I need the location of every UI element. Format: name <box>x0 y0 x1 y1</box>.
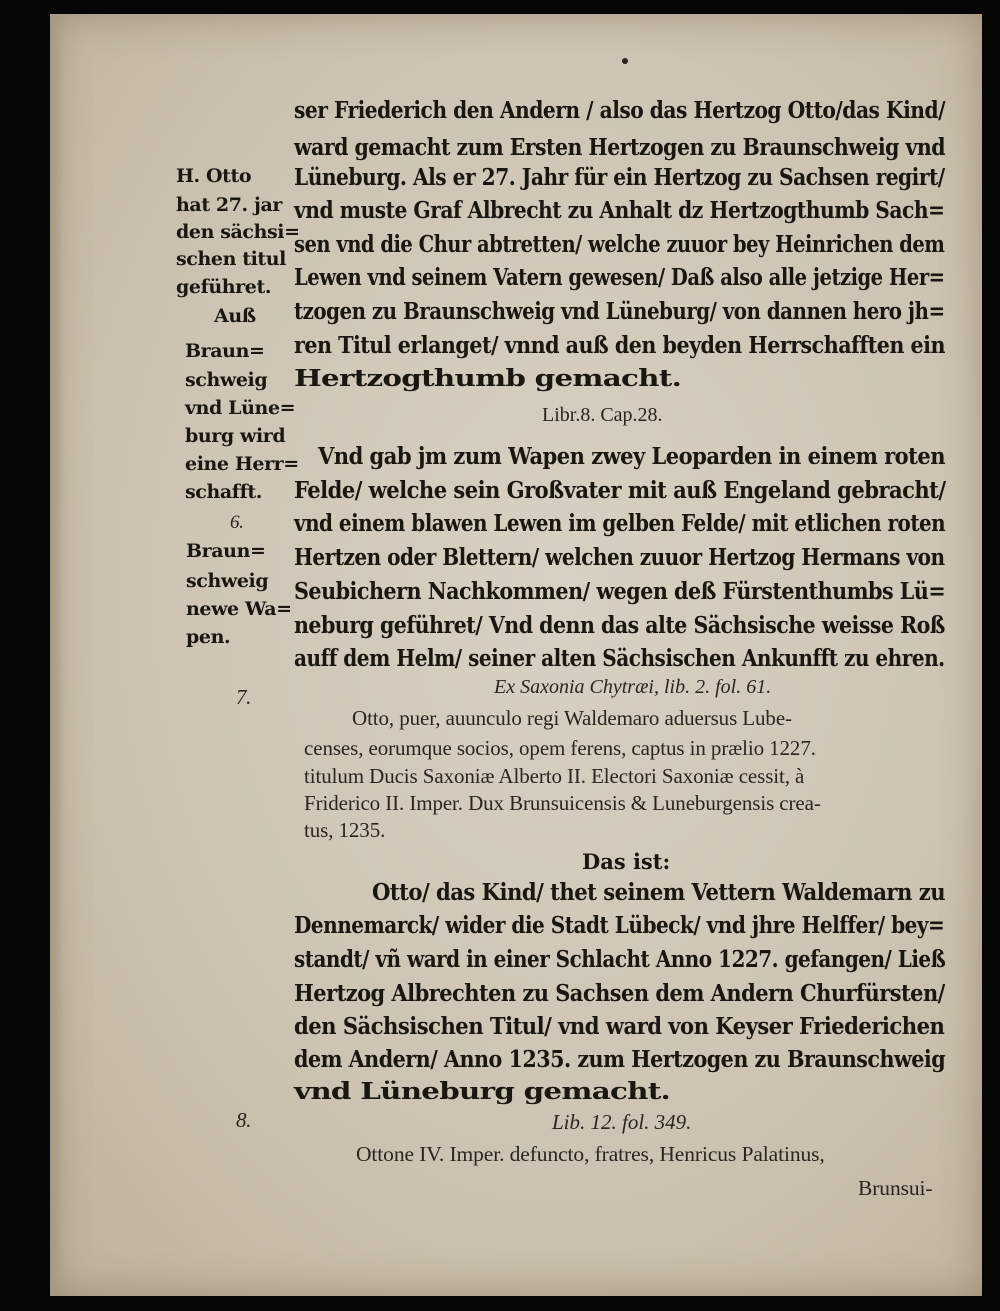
text-line: Hertzen oder Blettern/ welchen zuuor Hertzog Hermans von <box>294 543 945 571</box>
latin-line: Otto, puer, auunculo regi Waldemaro aduersus Lube- <box>352 706 792 730</box>
text-line: vnd Lüneburg gemacht. <box>294 1077 671 1105</box>
text-line: Seubichern Nachkommen/ wegen deß Fürstenthumbs Lü= <box>294 577 946 605</box>
latin-line: Ottone IV. Imper. defuncto, fratres, Henricus Palatinus, <box>356 1142 825 1166</box>
margin-note-line: pen. <box>186 626 231 648</box>
text-line: dem Andern/ Anno 1235. zum Hertzogen zu Braunschweig <box>294 1045 946 1073</box>
text-line: Lewen vnd seinem Vatern gewesen/ Daß also alle jetzige Her= <box>294 263 945 291</box>
text-line: sen vnd die Chur abtretten/ welche zuuor bey Heinrichen dem <box>294 230 945 258</box>
text-line: auff dem Helm/ seiner alten Sächsischen Ankunfft zu ehren. <box>294 644 945 672</box>
text-line: ser Friederich den Andern / also das Hertzog Otto/das Kind/ <box>294 96 945 124</box>
reference-lib-12: Lib. 12. fol. 349. <box>552 1110 692 1134</box>
catchword: Brunsui- <box>858 1176 933 1200</box>
margin-note-line: schen titul <box>176 248 286 270</box>
margin-number-8: 8. <box>236 1108 251 1132</box>
margin-note-line: den sächsi= <box>176 221 300 243</box>
reference-chytraei: Ex Saxonia Chytræi, lib. 2. fol. 61. <box>494 676 772 698</box>
margin-note-line: burg wird <box>185 425 286 447</box>
margin-note-line: Auß <box>214 305 256 327</box>
latin-line: censes, eorumque socios, opem ferens, captus in prælio 1227. <box>304 736 816 760</box>
margin-note-line: schafft. <box>185 481 262 503</box>
margin-note-line: geführet. <box>176 276 272 298</box>
text-line: standt/ vñ ward in einer Schlacht Anno 1227. gefangen/ Ließ <box>294 945 946 973</box>
ink-spot <box>622 58 628 64</box>
text-line: neburg geführet/ Vnd denn das alte Sächsische weisse Roß <box>294 611 945 639</box>
text-line: tzogen zu Braunschweig vnd Lüneburg/ von dannen hero jh= <box>294 297 945 325</box>
latin-line: titulum Ducis Saxoniæ Alberto II. Electori Saxoniæ cessit, à <box>304 764 805 788</box>
margin-note-line: hat 27. jar <box>176 194 282 216</box>
margin-note-line: Braun= <box>186 540 266 562</box>
margin-note-line: schweig <box>186 570 269 592</box>
text-line: Felde/ welche sein Großvater mit auß Engeland gebracht/ <box>294 476 946 504</box>
text-line: ren Titul erlanget/ vnnd auß den beyden Herrschafften ein <box>294 331 945 359</box>
text-line: vnd muste Graf Albrecht zu Anhalt dz Hertzogthumb Sach= <box>294 196 945 224</box>
paper-binding-edge <box>50 14 64 1296</box>
text-line: den Sächsischen Titul/ vnd ward von Keyser Friederichen <box>294 1012 945 1040</box>
latin-line: tus, 1235. <box>304 818 386 842</box>
text-line: Vnd gab jm zum Wapen zwey Leoparden in einem roten <box>318 442 945 470</box>
latin-line: Friderico II. Imper. Dux Brunsuicensis & Luneburgensis crea- <box>304 791 821 815</box>
text-line: Dennemarck/ wider die Stadt Lübeck/ vnd jhre Helffer/ bey= <box>294 911 945 939</box>
margin-number-7: 7. <box>236 685 251 709</box>
reference-libr-8: Libr.8. Cap.28. <box>542 404 663 426</box>
text-line: Lüneburg. Als er 27. Jahr für ein Hertzog zu Sachsen regirt/ <box>294 163 945 191</box>
text-line: Otto/ das Kind/ thet seinem Vettern Waldemarn zu <box>372 878 946 906</box>
text-line: vnd einem blawen Lewen im gelben Felde/ mit etlichen roten <box>294 509 946 537</box>
das-ist-heading: Das ist: <box>582 849 671 874</box>
margin-note-line: H. Otto <box>176 165 252 187</box>
margin-note-line: newe Wa= <box>186 598 292 620</box>
margin-note-line: eine Herr= <box>185 453 299 475</box>
text-line: ward gemacht zum Ersten Hertzogen zu Braunschweig vnd <box>294 133 946 161</box>
margin-number-6: 6. <box>230 512 244 533</box>
margin-note-line: vnd Lüne= <box>185 397 296 419</box>
text-line: Hertzogthumb gemacht. <box>294 364 682 392</box>
text-line: Hertzog Albrechten zu Sachsen dem Andern Churfürsten/ <box>294 979 945 1007</box>
margin-note-line: Braun= <box>185 340 265 362</box>
margin-note-line: schweig <box>185 369 268 391</box>
